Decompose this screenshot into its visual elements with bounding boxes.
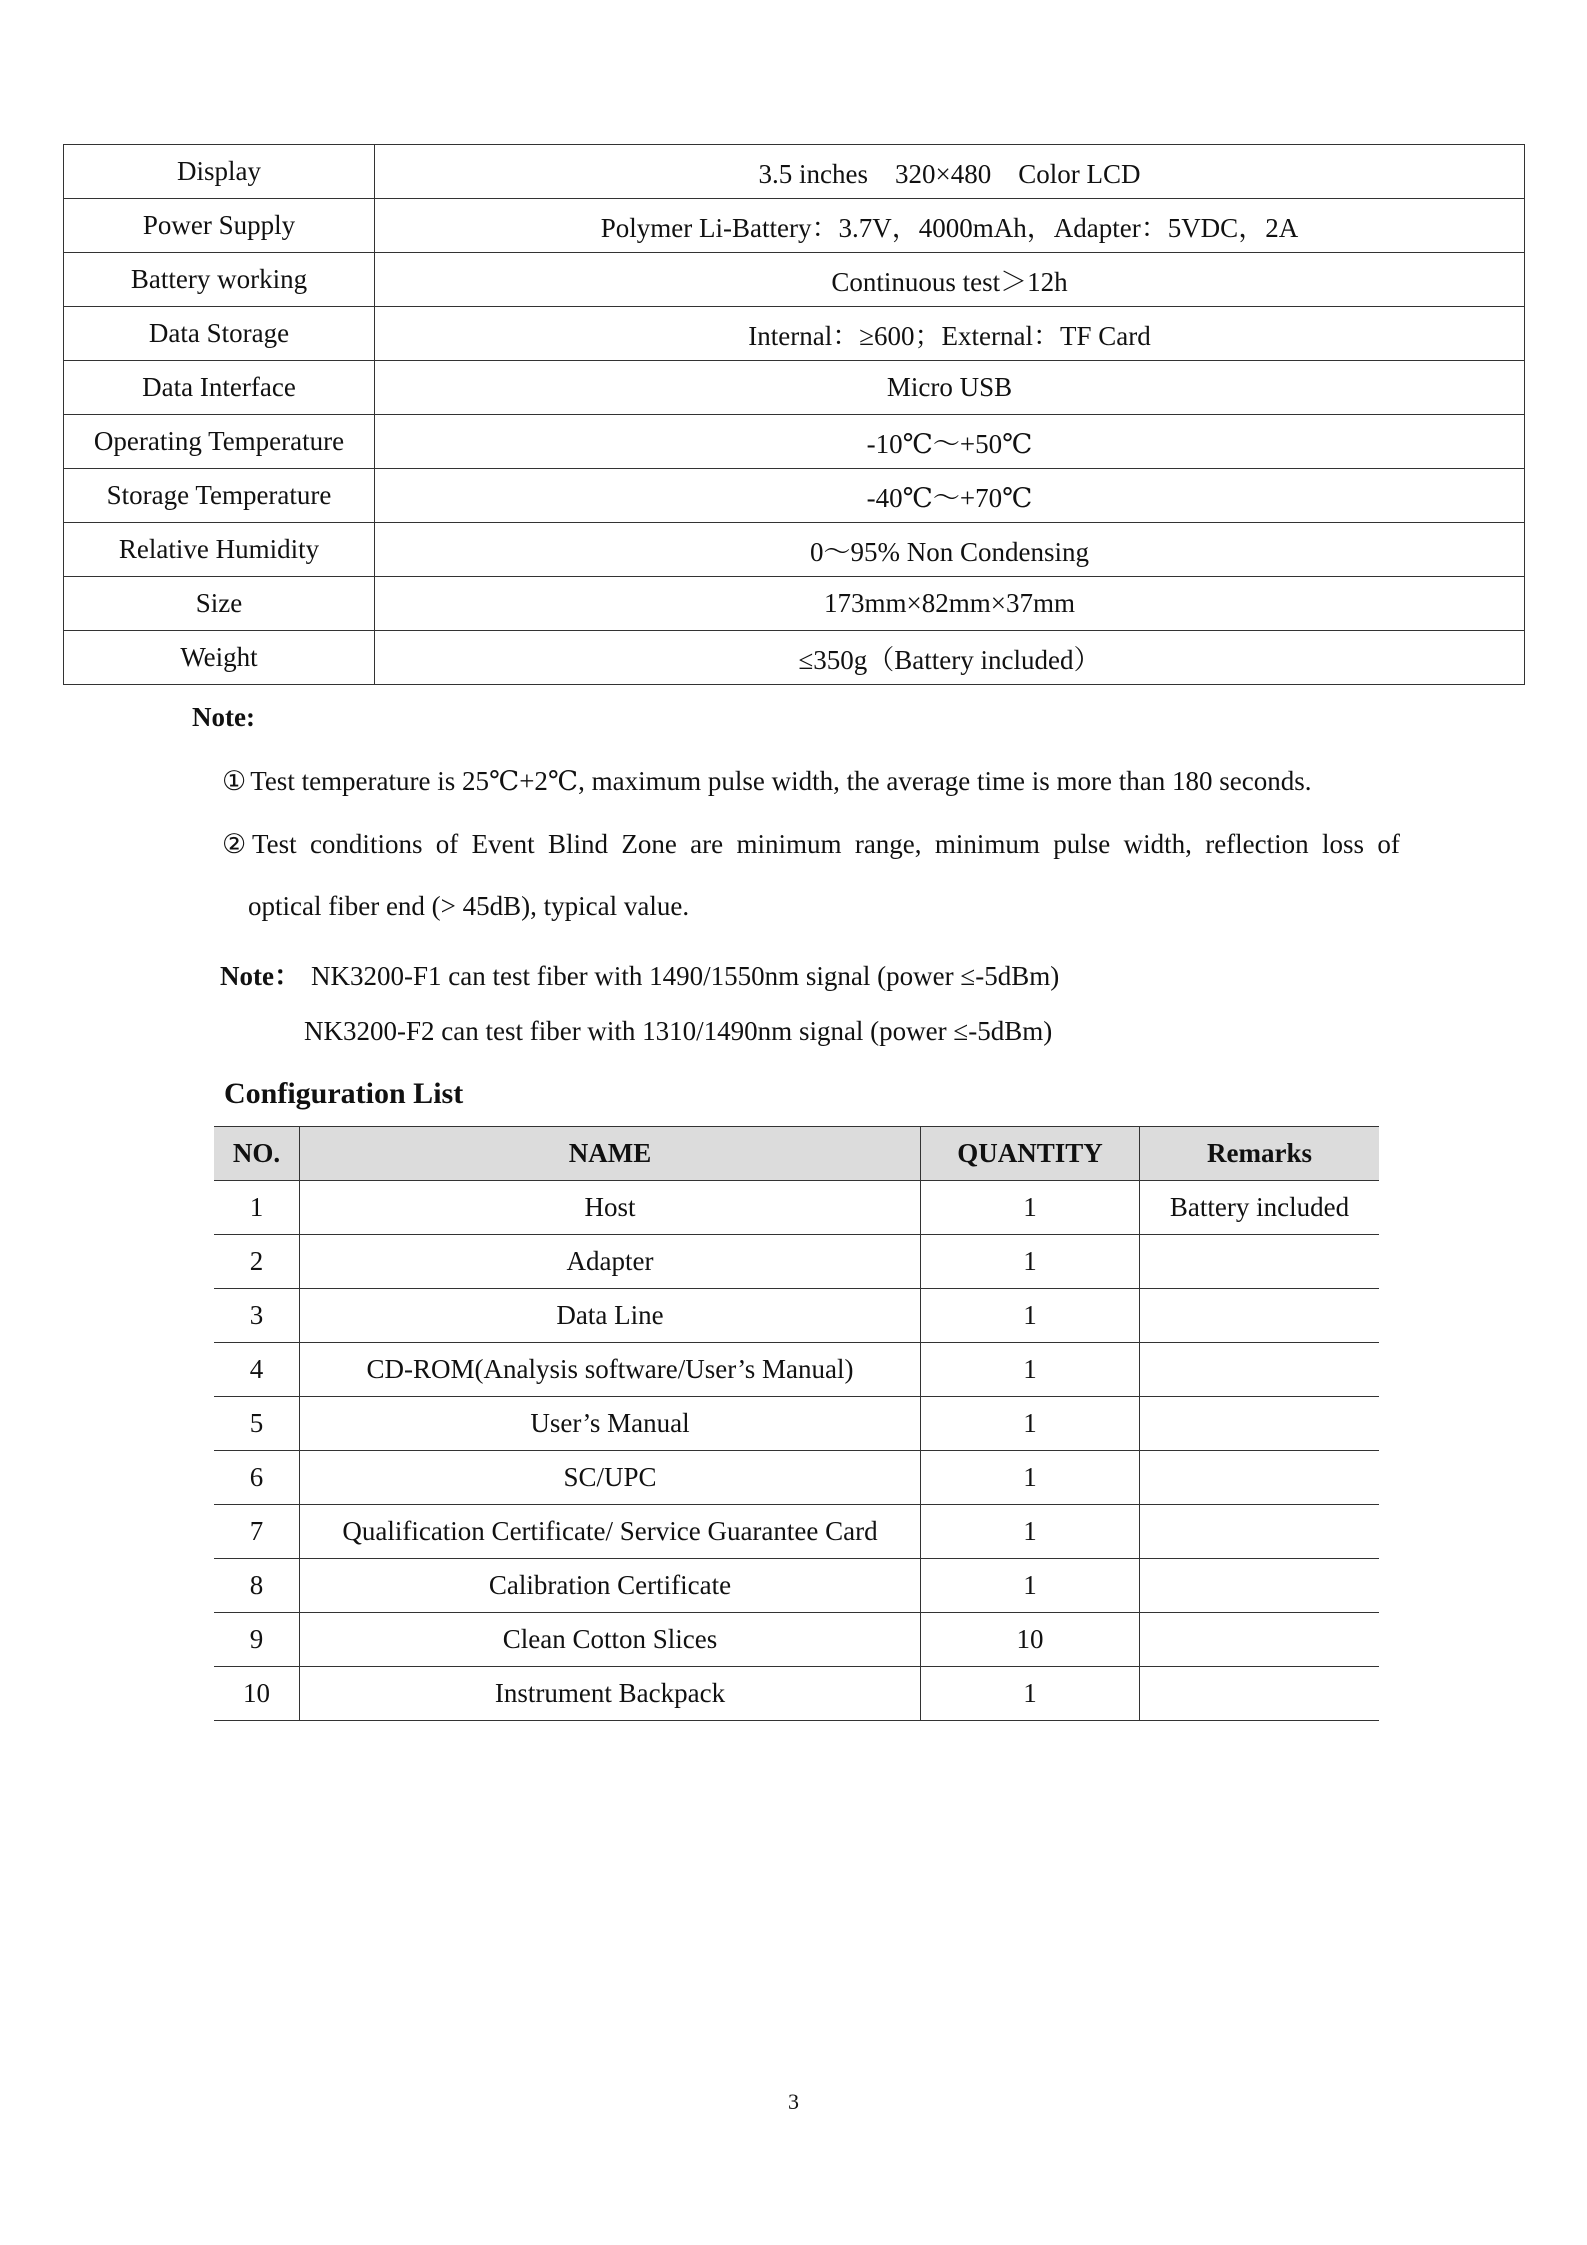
cell-name: Instrument Backpack: [300, 1667, 921, 1721]
table-row: [214, 1505, 1379, 1559]
note-item-2-word: conditions: [309, 829, 423, 859]
spec-row: [64, 253, 1525, 307]
config-table: [214, 1126, 1379, 1721]
note-item-2-word: of: [1377, 829, 1400, 859]
spec-label: Relative Humidity: [64, 523, 375, 577]
spec-row: [64, 361, 1525, 415]
spec-row: [64, 469, 1525, 523]
spec-row: [64, 415, 1525, 469]
cell-name: Calibration Certificate: [300, 1559, 921, 1613]
note-item-2: [222, 829, 1400, 860]
cell-quantity: 1: [921, 1505, 1140, 1559]
spec-value: Micro USB: [375, 361, 1525, 415]
table-row: [214, 1613, 1379, 1667]
note-marker-2: ②: [222, 829, 247, 859]
spec-row: [64, 577, 1525, 631]
note-item-2-word: range,: [854, 829, 922, 859]
cell-name: CD-ROM(Analysis software/User’s Manual): [300, 1343, 921, 1397]
spec-value: -40℃～+70℃: [375, 469, 1525, 523]
fiber-note-1: [220, 954, 1059, 993]
spec-label: Power Supply: [64, 199, 375, 253]
note-item-2-word: loss: [1322, 829, 1365, 859]
fiber-note-2: NK3200-F2 can test fiber with 1310/1490nm signal (power ≤-5dBm): [304, 1016, 1053, 1046]
note-item-2-word: Event: [471, 829, 535, 859]
table-row: [214, 1181, 1379, 1235]
spec-value: Polymer Li-Battery：3.7V，4000mAh，Adapter：5VDC，2A: [375, 199, 1525, 253]
spec-table: [63, 144, 1525, 685]
spec-value: ≤350g（Battery included）: [375, 631, 1525, 685]
spec-label: Data Interface: [64, 361, 375, 415]
cell-remarks: [1140, 1505, 1380, 1559]
note-item-2-continuation: optical fiber end (> 45dB), typical value.: [248, 891, 690, 921]
fiber-note-1-text: NK3200-F1 can test fiber with 1490/1550nm signal (power ≤-5dBm): [310, 961, 1060, 991]
config-header-row: [214, 1127, 1379, 1181]
page-number: 3: [788, 2089, 799, 2114]
cell-name: User’s Manual: [300, 1397, 921, 1451]
table-row: [214, 1667, 1379, 1721]
note-heading: Note:: [192, 702, 255, 732]
spec-value: 3.5 inches 320×480 Color LCD: [375, 145, 1525, 199]
table-row: [214, 1343, 1379, 1397]
cell-quantity: 1: [921, 1181, 1140, 1235]
note-item-2-word: of: [435, 829, 459, 859]
cell-no: 8: [214, 1559, 300, 1613]
spec-value: Internal：≥600；External：TF Card: [375, 307, 1525, 361]
header-remarks: Remarks: [1140, 1127, 1380, 1181]
note-item-2-word: minimum: [736, 829, 842, 859]
cell-no: 6: [214, 1451, 300, 1505]
cell-no: 10: [214, 1667, 300, 1721]
spec-label: Display: [64, 145, 375, 199]
cell-no: 1: [214, 1181, 300, 1235]
table-row: [214, 1451, 1379, 1505]
cell-no: 4: [214, 1343, 300, 1397]
spec-row: [64, 631, 1525, 685]
cell-quantity: 1: [921, 1397, 1140, 1451]
cell-name: Data Line: [300, 1289, 921, 1343]
spec-row: [64, 145, 1525, 199]
note-item-2-word: reflection: [1205, 829, 1309, 859]
spec-label: Operating Temperature: [64, 415, 375, 469]
spec-row: [64, 307, 1525, 361]
cell-quantity: 10: [921, 1613, 1140, 1667]
header-name: NAME: [300, 1127, 921, 1181]
header-no: NO.: [214, 1127, 300, 1181]
note-item-2-word: width,: [1123, 829, 1192, 859]
note-item-2-word: Zone: [621, 829, 677, 859]
cell-quantity: 1: [921, 1559, 1140, 1613]
spec-row: [64, 523, 1525, 577]
note-marker-1: ①: [222, 766, 247, 796]
spec-value: Continuous test＞12h: [375, 253, 1525, 307]
cell-remarks: [1140, 1559, 1380, 1613]
cell-remarks: [1140, 1613, 1380, 1667]
config-title: Configuration List: [224, 1077, 464, 1110]
cell-no: 3: [214, 1289, 300, 1343]
table-row: [214, 1289, 1379, 1343]
spec-label: Weight: [64, 631, 375, 685]
cell-no: 2: [214, 1235, 300, 1289]
cell-no: 5: [214, 1397, 300, 1451]
note-item-2-word: minimum: [934, 829, 1040, 859]
fiber-note-label: Note：: [220, 961, 301, 991]
cell-quantity: 1: [921, 1667, 1140, 1721]
note-item-2-word: are: [690, 829, 724, 859]
spec-value: -10℃～+50℃: [375, 415, 1525, 469]
cell-name: Qualification Certificate/ Service Guarantee Card: [300, 1505, 921, 1559]
cell-remarks: [1140, 1289, 1380, 1343]
cell-remarks: Battery included: [1140, 1181, 1380, 1235]
cell-name: SC/UPC: [300, 1451, 921, 1505]
spec-label: Size: [64, 577, 375, 631]
note-item-2-word: Blind: [547, 829, 608, 859]
spec-value: 0～95% Non Condensing: [375, 523, 1525, 577]
header-quantity: QUANTITY: [921, 1127, 1140, 1181]
note-item-1-text: Test temperature is 25℃+2℃, maximum pulse width, the average time is more than 180 seconds.: [250, 766, 1312, 796]
cell-quantity: 1: [921, 1343, 1140, 1397]
cell-quantity: 1: [921, 1235, 1140, 1289]
note-item-1: [222, 766, 1311, 797]
cell-remarks: [1140, 1397, 1380, 1451]
spec-label: Battery working: [64, 253, 375, 307]
spec-value: 173mm×82mm×37mm: [375, 577, 1525, 631]
spec-label: Data Storage: [64, 307, 375, 361]
note-item-2-word: pulse: [1053, 829, 1111, 859]
cell-name: Host: [300, 1181, 921, 1235]
cell-remarks: [1140, 1667, 1380, 1721]
table-row: [214, 1397, 1379, 1451]
cell-remarks: [1140, 1235, 1380, 1289]
cell-quantity: 1: [921, 1451, 1140, 1505]
cell-quantity: 1: [921, 1289, 1140, 1343]
cell-name: Clean Cotton Slices: [300, 1613, 921, 1667]
spec-label: Storage Temperature: [64, 469, 375, 523]
spec-row: [64, 199, 1525, 253]
cell-no: 9: [214, 1613, 300, 1667]
note-item-2-word: Test: [252, 829, 297, 859]
table-row: [214, 1559, 1379, 1613]
cell-no: 7: [214, 1505, 300, 1559]
cell-remarks: [1140, 1343, 1380, 1397]
cell-remarks: [1140, 1451, 1380, 1505]
table-row: [214, 1235, 1379, 1289]
cell-name: Adapter: [300, 1235, 921, 1289]
